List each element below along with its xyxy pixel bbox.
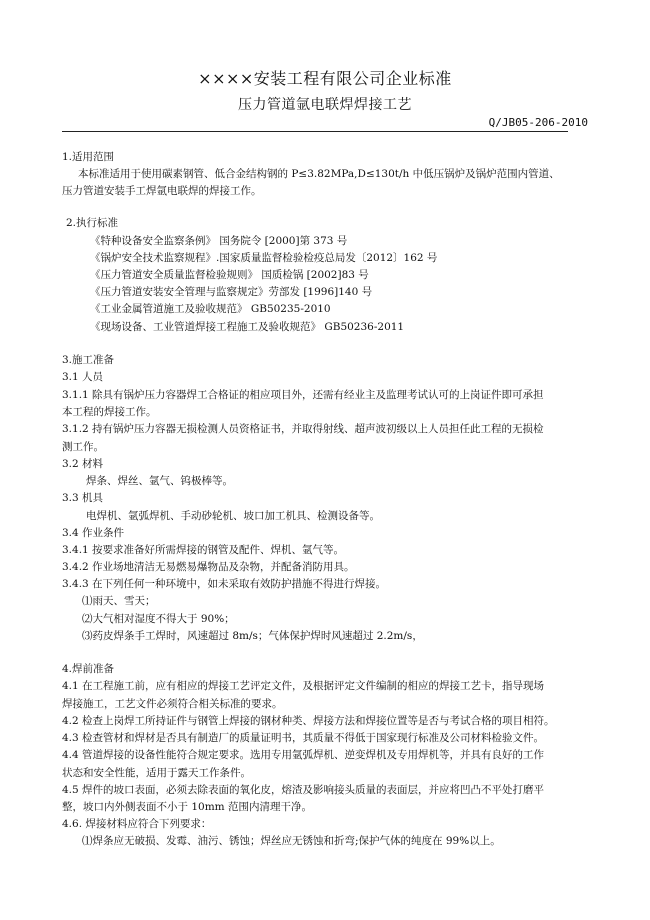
standard-item: 《压力管道安装安全管理与监察规定》劳部发 [1996]140 号 (90, 286, 373, 298)
clause-3-4-1: 3.4.1 按要求准备好所需焊接的钢管及配件、焊机、氩气等。 (62, 544, 345, 556)
clause-3-1-1-line-1: 3.1.1 除具有锅炉压力容器焊工合格证的相应项目外，还需有经业主及监理考试认可的上岗证件即可承担 (62, 389, 544, 401)
clause-3-4-3: 3.4.3 在下列任何一种环境中，如未采取有效防护措施不得进行焊接。 (62, 578, 387, 590)
section-1-paragraph-line-1: 本标准适用于使用碳素钢管、低合金结构钢的 P≤3.82MPa,D≤130t/h 中低压锅炉及锅炉范围内管道、 (78, 168, 560, 180)
header-divider (62, 131, 568, 132)
clause-3-1-2-line-1: 3.1.2 持有锅炉压力容器无损检测人员资格证书，并取得射线、超声波初级以上人员担任此工程的无损检 (62, 423, 544, 435)
clause-4-5-line-2: 整，坡口内外侧表面不小于 10mm 范围内清理干净。 (62, 801, 312, 813)
section-1-paragraph-line-2: 压力管道安装手工焊氩电联焊的焊接工作。 (62, 185, 262, 197)
standard-item: 《锅炉安全技术监察规程》.国家质量监督检验检疫总局发〔2012〕162 号 (90, 252, 438, 264)
document-number: Q/JB05-206-2010 (488, 116, 588, 129)
section-3-heading: 3.施工准备 (62, 354, 115, 366)
subsection-3-4: 3.4 作业条件 (62, 527, 125, 539)
equipment-text: 电焊机、氩弧焊机、手动砂轮机、坡口加工机具、检测设备等。 (86, 510, 380, 522)
standard-item: 《工业金属管道施工及验收规范》 GB50235-2010 (90, 303, 331, 315)
standard-item: 《现场设备、工业管道焊接工程施工及验收规范》 GB50236-2011 (90, 321, 405, 333)
clause-4-1-line-2: 焊接施工，工艺文件必须符合相关标准的要求。 (62, 698, 283, 710)
clause-4-6-item-1: ⑴焊条应无破损、发霉、油污、锈蚀；焊丝应无锈蚀和折弯;保护气体的纯度在 99%以上。 (82, 835, 501, 847)
condition-item: ⑴雨天、雪天； (82, 595, 156, 607)
clause-4-1-line-1: 4.1 在工程施工前，应有相应的焊接工艺评定文件，及根据评定文件编制的相应的焊接工艺卡，指导现场 (62, 680, 545, 692)
clause-3-1-2-line-2: 测工作。 (62, 441, 104, 453)
clause-4-4-line-2: 状态和安全性能，适用于露天工作条件。 (62, 767, 251, 779)
clause-3-1-1-line-2: 本工程的焊接工作。 (62, 406, 157, 418)
subsection-3-2: 3.2 材料 (62, 458, 104, 470)
subsection-3-3: 3.3 机具 (62, 492, 104, 504)
section-1-heading: 1.适用范围 (62, 151, 115, 163)
condition-item: ⑵大气相对湿度不得大于 90%； (82, 613, 235, 625)
clause-4-3: 4.3 检查管材和焊材是否具有制造厂的质量证明书，其质量不得低于国家现行标准及公司材料检验文件。 (62, 732, 545, 744)
clause-4-6: 4.6. 焊接材料应符合下列要求： (62, 818, 212, 830)
clause-3-4-2: 3.4.2 作业场地清洁无易燃易爆物品及杂物，并配备消防用具。 (62, 561, 355, 573)
materials-text: 焊条、焊丝、氩气、钨极棒等。 (86, 475, 233, 487)
clause-4-4-line-1: 4.4 管道焊接的设备性能符合规定要求。选用专用氩弧焊机、逆变焊机及专用焊机等，并具有良好的工作 (62, 749, 545, 761)
clause-4-2: 4.2 检查上岗焊工所持证件与钢管上焊接的钢材种类、焊接方法和焊接位置等是否与考试合格的项目相符。 (62, 715, 555, 727)
subsection-3-1: 3.1 人员 (62, 371, 104, 383)
standard-item: 《特种设备安全监察条例》 国务院令 [2000]第 373 号 (90, 235, 348, 247)
section-4-heading: 4.焊前准备 (62, 663, 115, 675)
document-subtitle: 压力管道氩电联焊焊接工艺 (238, 97, 412, 113)
document-title: ××××安装工程有限公司企业标准 (198, 69, 452, 88)
section-2-heading: 2.执行标准 (66, 217, 119, 229)
clause-4-5-line-1: 4.5 焊件的坡口表面，必须去除表面的氧化皮，熔渣及影响接头质量的表面层，并应将凹凸不平处打磨平 (62, 784, 545, 796)
standard-item: 《压力管道安全质量监督检验规则》 国质检锅 [2002]83 号 (90, 269, 369, 281)
condition-item: ⑶药皮焊条手工焊时，风速超过 8m/s；气体保护焊时风速超过 2.2m/s， (82, 630, 423, 642)
